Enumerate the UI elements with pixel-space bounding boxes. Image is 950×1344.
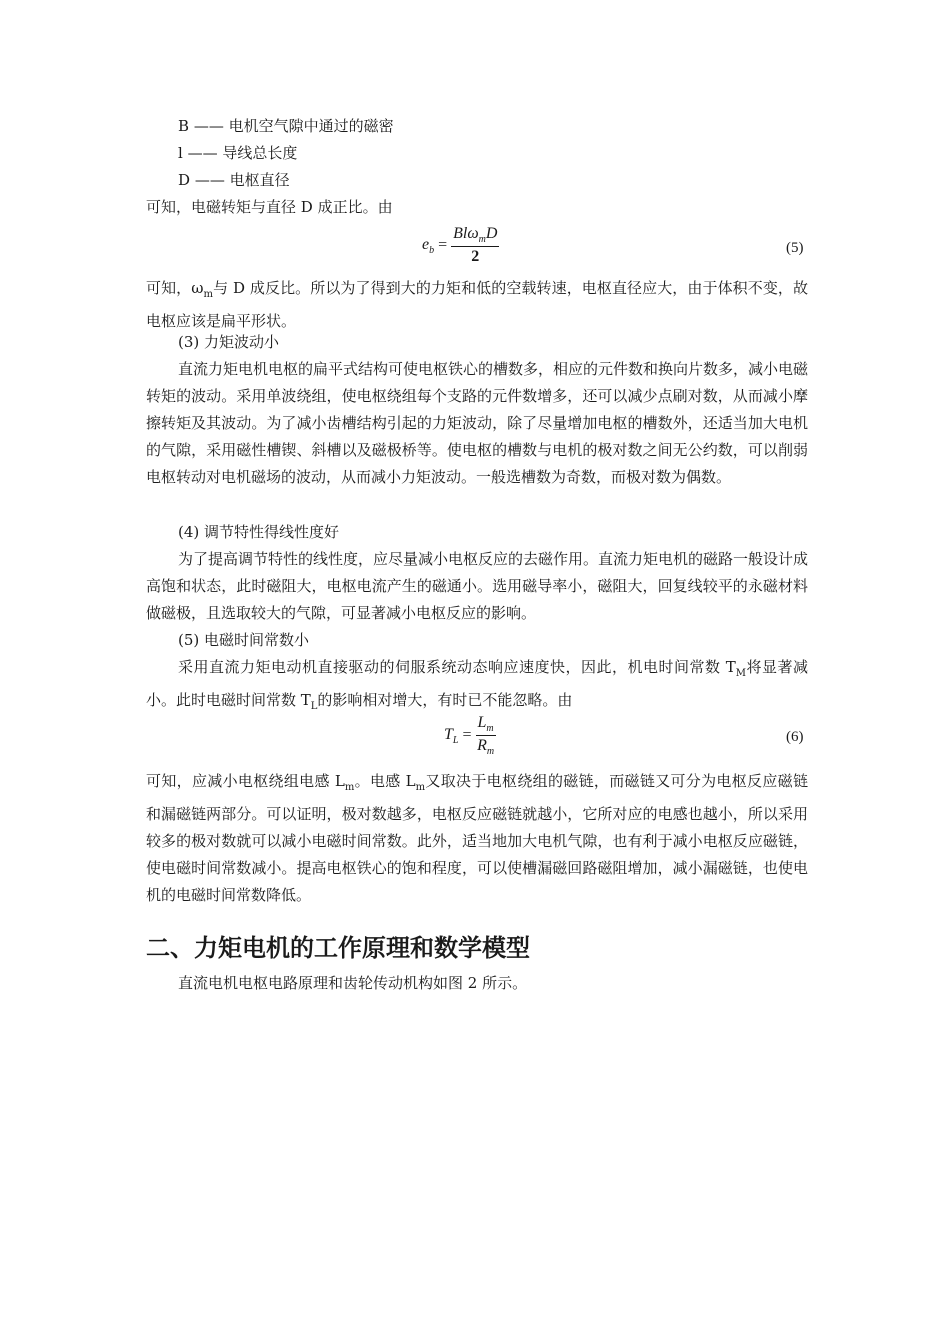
definition-l — [178, 144, 297, 162]
definition-text: 电枢直径 — [229, 171, 290, 189]
paragraph-torque-proportional: 可知，电磁转矩与直径 D 成正比。由 — [146, 198, 393, 216]
definition-dash: —— — [193, 117, 224, 135]
equation-5-number: (5) — [786, 240, 804, 256]
equation-6-fraction — [476, 714, 496, 757]
definition-text: 电机空气隙中通过的磁密 — [228, 117, 394, 135]
definition-dash: —— — [187, 144, 218, 162]
equation-5-lhs: $e_b$ — [422, 236, 435, 257]
equals-sign: = — [438, 236, 452, 254]
definition-dash: —— — [194, 171, 225, 189]
equation-5-denominator: 2 — [471, 248, 480, 266]
equation-5-fraction — [451, 225, 499, 266]
equation-6-denominator: $R_m$ — [477, 737, 495, 758]
equals-sign: = — [462, 726, 476, 744]
equation-5 — [422, 225, 499, 266]
equation-5-numerator: Blω$_m$D — [453, 225, 498, 246]
item4-title: (4) 调节特性得线性度好 — [178, 523, 340, 541]
equation-6-numerator: $L_m$ — [477, 714, 494, 735]
item4-body: 为了提高调节特性的线性度，应尽量减小电枢反应的去磁作用。直流力矩电机的磁路一般设计成高饱和状态，此时磁阻大，电枢电流产生的磁通小。选用磁导率小，磁阻大，回复线较平的永磁材料做磁极，且选取较大的气隙，可显著减小电枢反应的影响。 — [146, 550, 809, 622]
paragraph-after-eq6: 可知，应减小电枢绕组电感 $L_m$。电感 $L_m$又取决于电枢绕组的磁链，而磁链又可分为电枢反应磁链和漏磁链两部分。可以证明，极对数越多，电枢反应磁链就越小，它所对应的电感也越小，所以采用较多的极对数就可以减小电磁时间常数。此外，适当地加大电机气隙，也有利于减小电枢反应磁链，使电磁时间常数减小。提高电枢铁心的饱和程度，可以使槽漏磁回路磁阻增加，减小漏磁链，也使电机的电磁时间常数降低。 — [146, 772, 808, 904]
equation-6-number: (6) — [786, 729, 804, 745]
definition-symbol: B — [178, 117, 190, 135]
section-heading: 二、力矩电机的工作原理和数学模型 — [146, 934, 530, 962]
definition-symbol: l — [178, 144, 183, 162]
item5-body: 采用直流力矩电动机直接驱动的伺服系统动态响应速度快，因此，机电时间常数 $T_M$将显著减小。此时电磁时间常数 $T_L$的影响相对增大，有时已不能忽略。由 — [146, 658, 808, 712]
item3-title: (3) 力矩波动小 — [178, 333, 280, 351]
section-intro: 直流电机电枢电路原理和齿轮传动机构如图 2 所示。 — [178, 974, 528, 992]
definition-b — [178, 117, 394, 135]
equation-6 — [444, 714, 496, 757]
definition-text: 导线总长度 — [222, 144, 298, 162]
definition-d — [178, 171, 290, 189]
paragraph-after-eq5: 可知，$\omega_m$与 D 成反比。所以为了得到大的力矩和低的空载转速，电枢直径应大，由于体积不变，故电枢应该是扁平形状。 — [146, 279, 808, 330]
item3-body: 直流力矩电机电枢的扁平式结构可使电枢铁心的槽数多，相应的元件数和换向片数多，减小电磁转矩的波动。采用单波绕组，使电枢绕组每个支路的元件数增多，还可以减少点刷对数，从而减小摩擦转矩及其波动。为了减小齿槽结构引起的力矩波动，除了尽量增加电枢的槽数外，还适当加大电机的气隙，采用磁性槽锲、斜槽以及磁极桥等。使电枢的槽数与电机的极对数之间无公约数，可以削弱电枢转动对电机磁场的波动，从而减小力矩波动。一般选槽数为奇数，而极对数为偶数。 — [146, 360, 809, 486]
equation-6-lhs: $T_L$ — [444, 726, 459, 747]
definition-symbol: D — [178, 171, 191, 189]
item5-title: (5) 电磁时间常数小 — [178, 631, 310, 649]
